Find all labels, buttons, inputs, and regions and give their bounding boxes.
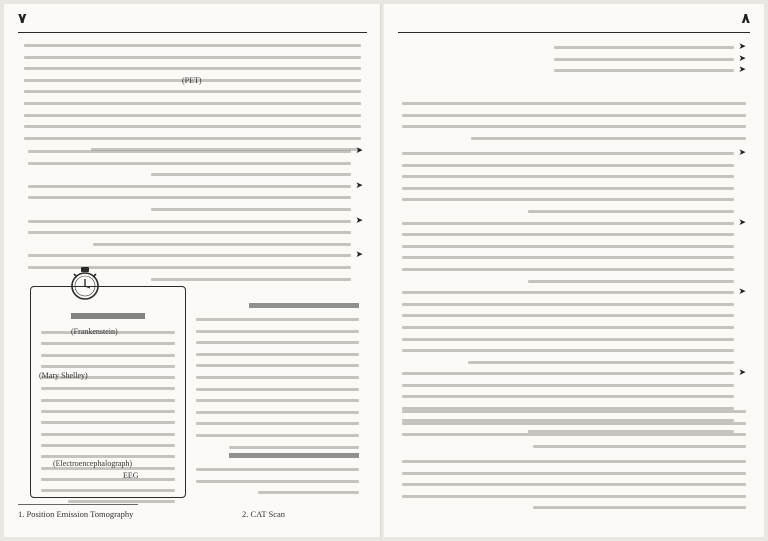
right-intro-paragraph — [402, 102, 746, 148]
bullet-arrow-icon: ➤ — [355, 146, 363, 156]
note-box — [30, 286, 186, 498]
right-page — [384, 4, 764, 537]
note-latin-eeg-full: (Electroencephalograph) — [53, 459, 133, 468]
right-closing-paragraph-2 — [402, 460, 746, 518]
bullet-arrow-icon: ➤ — [355, 180, 363, 191]
left-section-2-text — [196, 468, 359, 503]
footnote-cat-scan: 2. CAT Scan — [242, 509, 286, 519]
left-page-header — [18, 11, 367, 33]
left-section-1-text — [196, 318, 359, 457]
section-heading-2 — [229, 448, 359, 462]
right-top-bullets — [554, 42, 746, 81]
pet-latin-label: (PET) — [182, 76, 202, 85]
bullet-arrow-icon: ➤ — [738, 368, 746, 379]
bullet-arrow-icon: ➤ — [738, 148, 746, 158]
bullet-arrow-icon: ➤ — [355, 250, 363, 261]
footnote-pet: 1. Position Emission Tomography — [18, 509, 134, 519]
bullet-arrow-icon: ➤ — [738, 53, 746, 64]
left-page — [4, 4, 382, 537]
bullet-arrow-icon: ➤ — [355, 215, 363, 226]
bullet-arrow-icon: ➤ — [738, 217, 746, 228]
bullet-arrow-icon: ➤ — [738, 287, 746, 298]
left-intro-paragraph — [24, 44, 361, 160]
bullet-arrow-icon: ➤ — [738, 42, 746, 52]
note-latin-mary-shelley: (Mary Shelley) — [39, 371, 88, 380]
right-closing-paragraph-1 — [402, 410, 746, 456]
right-bullet-list — [402, 148, 746, 442]
left-page-number: ۷ — [18, 11, 27, 27]
right-page-number: ۸ — [741, 11, 750, 27]
right-page-header — [398, 11, 750, 33]
left-footnote-rule — [18, 504, 138, 505]
bullet-arrow-icon: ➤ — [738, 65, 746, 76]
note-latin-eeg: EEG — [123, 471, 139, 480]
section-heading-1 — [249, 298, 359, 312]
note-box-text — [41, 331, 175, 512]
note-box-title-bar — [71, 313, 145, 319]
note-latin-frankenstein: (Frankenstein) — [71, 327, 118, 336]
